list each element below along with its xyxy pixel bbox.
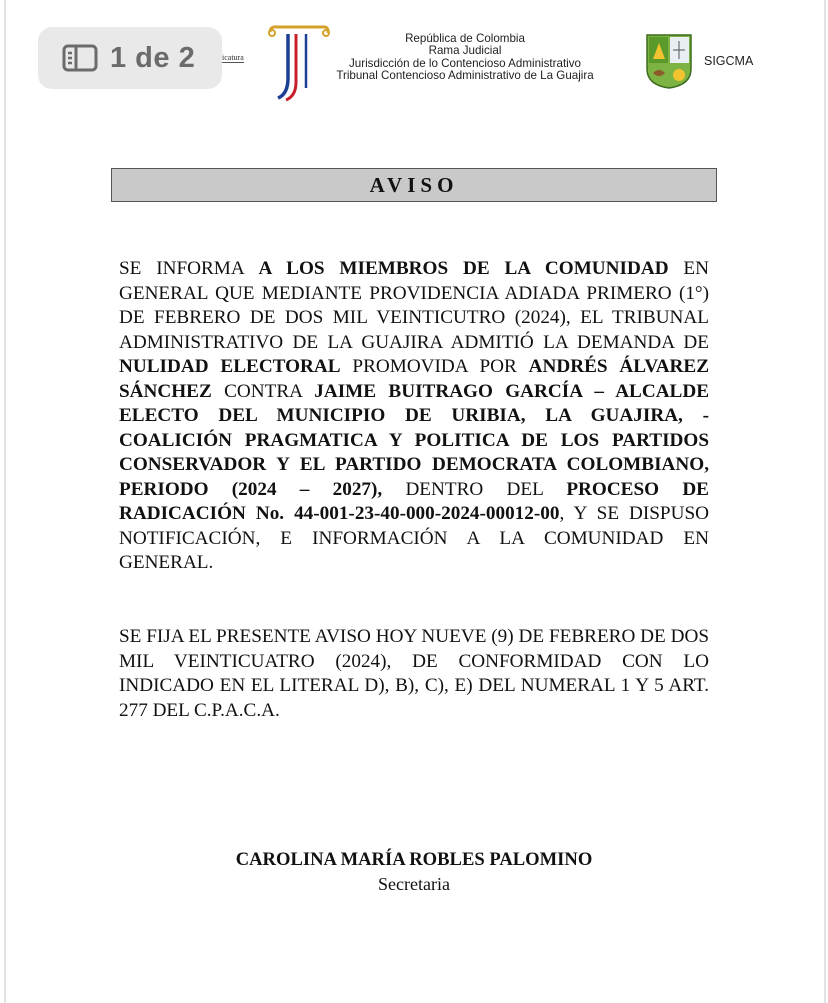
p1-segment: EN GENERAL QUE MEDIANTE PROVIDENCIA ADIADA PRIMERO (1°) DE FEBRERO DE DOS MIL VEINTICUTRO (2024), EL TRIBUNAL ADMINISTRATIVO DE LA GUAJIRA ADMITIÓ LA DEMANDA DE xyxy=(119,258,709,353)
p1-segment-bold: NULIDAD ELECTORAL xyxy=(119,356,341,377)
p1-segment-bold: A LOS MIEMBROS DE LA COMUNIDAD xyxy=(258,258,669,279)
signature-block xyxy=(0,848,828,896)
signatory-role: Secretaria xyxy=(378,874,450,894)
judicatura-logo-fragment: icatura xyxy=(222,53,244,62)
header-line-jurisdiction: Jurisdicción de lo Contencioso Administrativo xyxy=(349,56,581,70)
p1-segment-bold: JAIME BUITRAGO GARCÍA – ALCALDE ELECTO DEL MUNICIPIO DE URIBIA, LA GUAJIRA, - COALICIÓN PRAGMATICA Y POLITICA DE LOS PARTIDOS CONSERVADOR Y EL PARTIDO DEMOCRATA COLOMBIANO, PERIODO (2024 – 2027), xyxy=(119,380,710,500)
p1-segment-bold: ANDRÉS ÁLVAREZ SÁNCHEZ xyxy=(119,356,710,402)
notice-paragraph-1 xyxy=(119,257,709,576)
p1-segment: CONTRA xyxy=(211,380,315,402)
notice-title: AVISO xyxy=(369,172,459,197)
p1-segment: DENTRO DEL xyxy=(382,478,567,500)
page-indicator-label: 1 de 2 xyxy=(110,41,196,74)
court-header-text xyxy=(310,33,620,83)
header-line-branch: Rama Judicial xyxy=(428,44,502,58)
header-line-republic: República de Colombia xyxy=(405,32,525,45)
sidebar-toggle-icon[interactable] xyxy=(62,44,98,72)
p1-segment-bold: PROCESO DE RADICACIÓN No. 44-001-23-40-000-2024-00012-00 xyxy=(119,478,709,524)
p1-segment: SE INFORMA xyxy=(119,258,259,279)
notice-title-box xyxy=(111,168,717,202)
signatory-name: CAROLINA MARÍA ROBLES PALOMINO xyxy=(235,849,593,870)
p1-segment: PROMOVIDA POR xyxy=(340,356,529,377)
page-indicator[interactable] xyxy=(38,27,222,89)
coat-of-arms-icon xyxy=(645,33,693,89)
sigcma-label: SIGCMA xyxy=(704,54,754,68)
notice-paragraph-2: SE FIJA EL PRESENTE AVISO HOY NUEVE (9) DE FEBRERO DE DOS MIL VEINTICUATRO (2024), DE CONFORMIDAD CON LO INDICADO EN EL LITERAL D), B), C), E) DEL NUMERAL 1 Y 5 ART. 277 DEL C.P.A.C.A. xyxy=(119,626,709,721)
header-line-tribunal: Tribunal Contencioso Administrativo de La Guajira xyxy=(336,69,594,83)
p1-segment: , Y SE DISPUSO NOTIFICACIÓN, E INFORMACIÓN A LA COMUNIDAD EN GENERAL. xyxy=(119,503,709,573)
